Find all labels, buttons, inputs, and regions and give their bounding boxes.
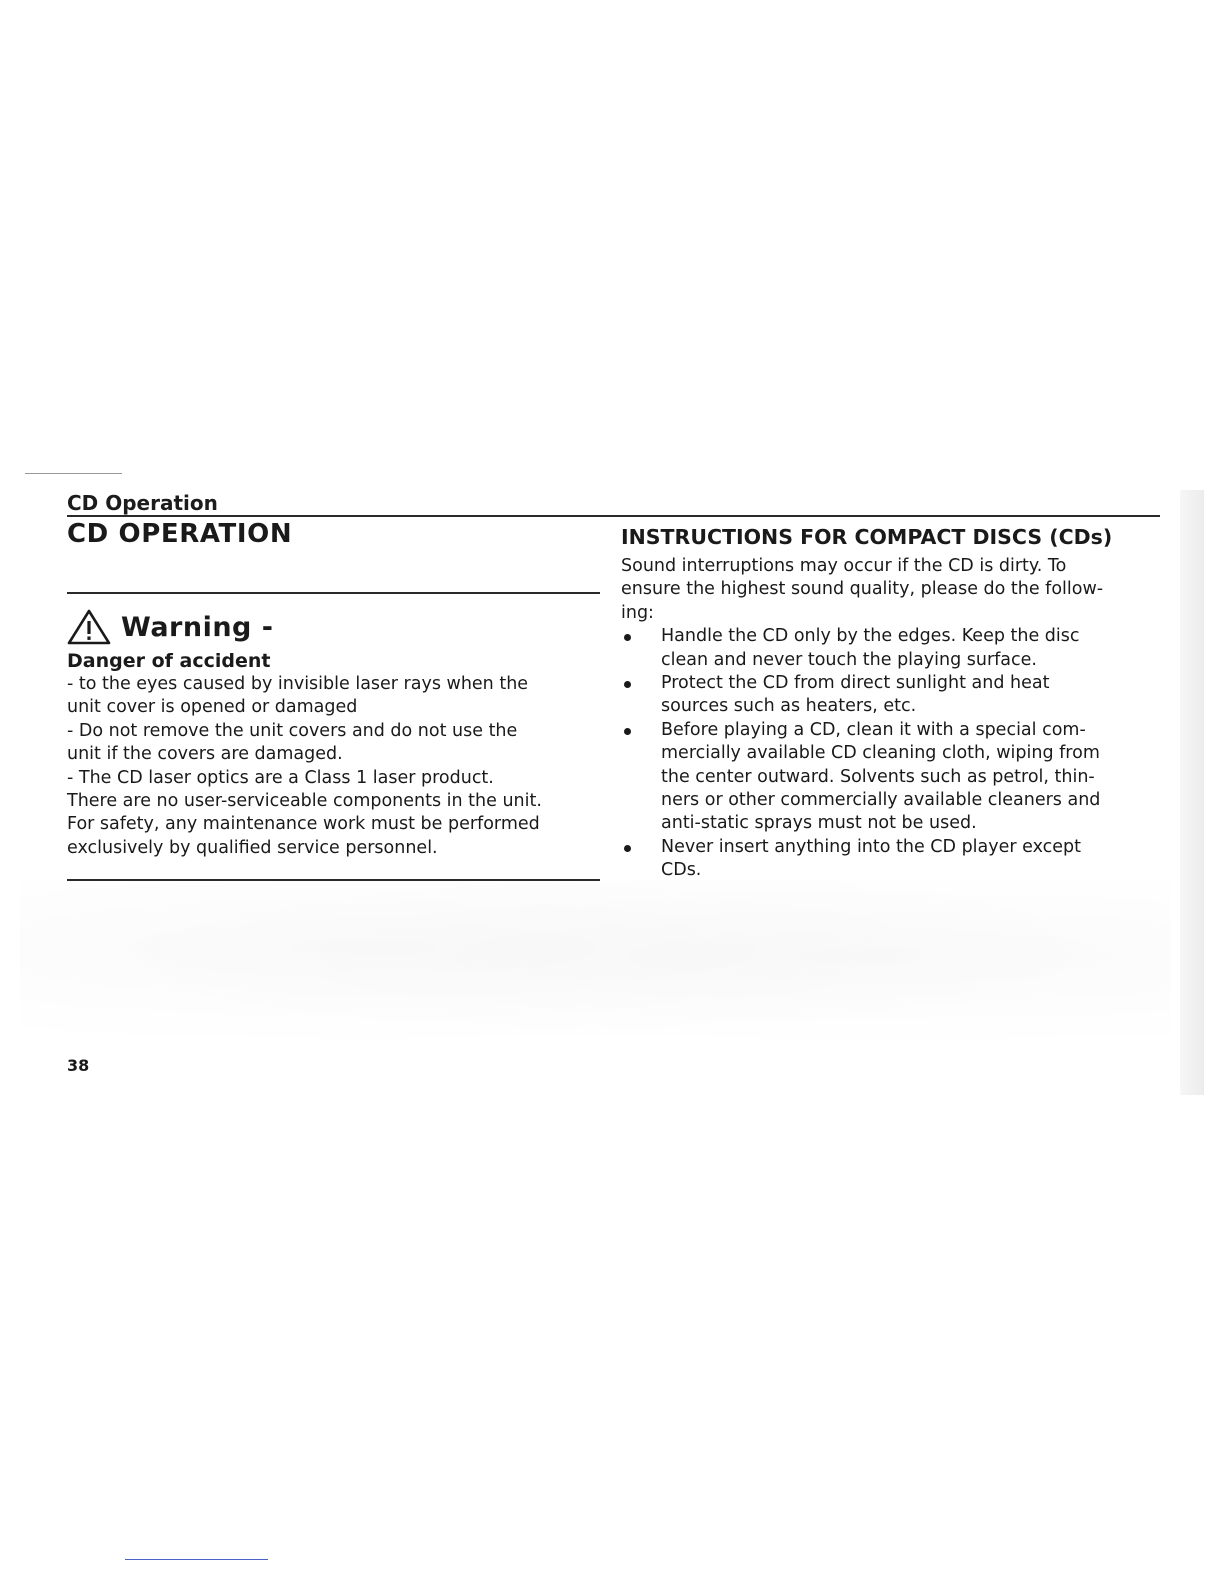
list-item [621,836,1166,883]
warning-body-line: - The CD laser optics are a Class 1 laser product. [67,767,494,788]
cd-instructions [621,522,1166,882]
warning-body-line: - Do not remove the unit covers and do not use the [67,720,518,741]
list-item-line: sources such as heaters, etc. [661,696,917,717]
list-item-line: Never insert anything into the CD player except [661,836,1082,857]
list-item-line: the center outward. Solvents such as petrol, thin- [661,766,1095,787]
danger-heading: Danger of accident [67,650,271,672]
bullet-icon [624,845,631,852]
instructions-intro [621,555,1166,625]
scan-background-haze [20,880,1170,1050]
warning-body [67,673,607,860]
intro-line: ing: [621,602,654,623]
warning-body-line: - to the eyes caused by invisible laser rays when the [67,674,529,694]
warning-body-line: unit cover is opened or damaged [67,697,358,718]
section-header-rule [67,515,1160,517]
section-header: CD Operation [67,491,218,515]
intro-line: Sound interruptions may occur if the CD is dirty. To [621,556,1067,576]
scan-page-edge [1180,490,1204,1095]
warning-body-line: For safety, any maintenance work must be performed [67,814,540,835]
warning-body-line: There are no user-serviceable components in the unit. [67,790,542,811]
bullet-icon [624,634,631,641]
list-item [621,625,1166,672]
warning-title-row [67,610,274,644]
list-item [621,672,1166,719]
intro-line: ensure the highest sound quality, please do the follow- [621,579,1104,600]
top-margin-mark [25,473,122,474]
list-item-line: Handle the CD only by the edges. Keep the disc [661,626,1080,647]
warning-body-line: unit if the covers are damaged. [67,744,343,765]
warning-body-line: exclusively by qualified service personnel. [67,837,438,858]
warning-triangle-icon [67,609,121,645]
warning-bottom-rule [67,879,600,881]
list-item-line: Protect the CD from direct sunlight and heat [661,672,1050,693]
list-item-line: anti-static sprays must not be used. [661,813,977,834]
list-item-line: ners or other commercially available cleaners and [661,789,1101,810]
bottom-link-underline[interactable] [125,1559,268,1560]
page-number: 38 [67,1056,90,1075]
bullet-icon [624,728,631,735]
warning-top-rule [67,592,600,594]
instructions-title: INSTRUCTIONS FOR COMPACT DISCS (CDs) [621,525,1113,549]
list-item-line: CDs. [661,860,702,881]
bullet-icon [624,681,631,688]
list-item-line: clean and never touch the playing surface. [661,649,1037,670]
list-item-line: Before playing a CD, clean it with a special com- [661,719,1086,740]
warning-title: Warning - [121,611,274,643]
list-item [621,719,1166,836]
instructions-list [621,625,1166,882]
page-title: CD OPERATION [67,519,293,549]
list-item-line: mercially available CD cleaning cloth, wiping from [661,743,1100,764]
